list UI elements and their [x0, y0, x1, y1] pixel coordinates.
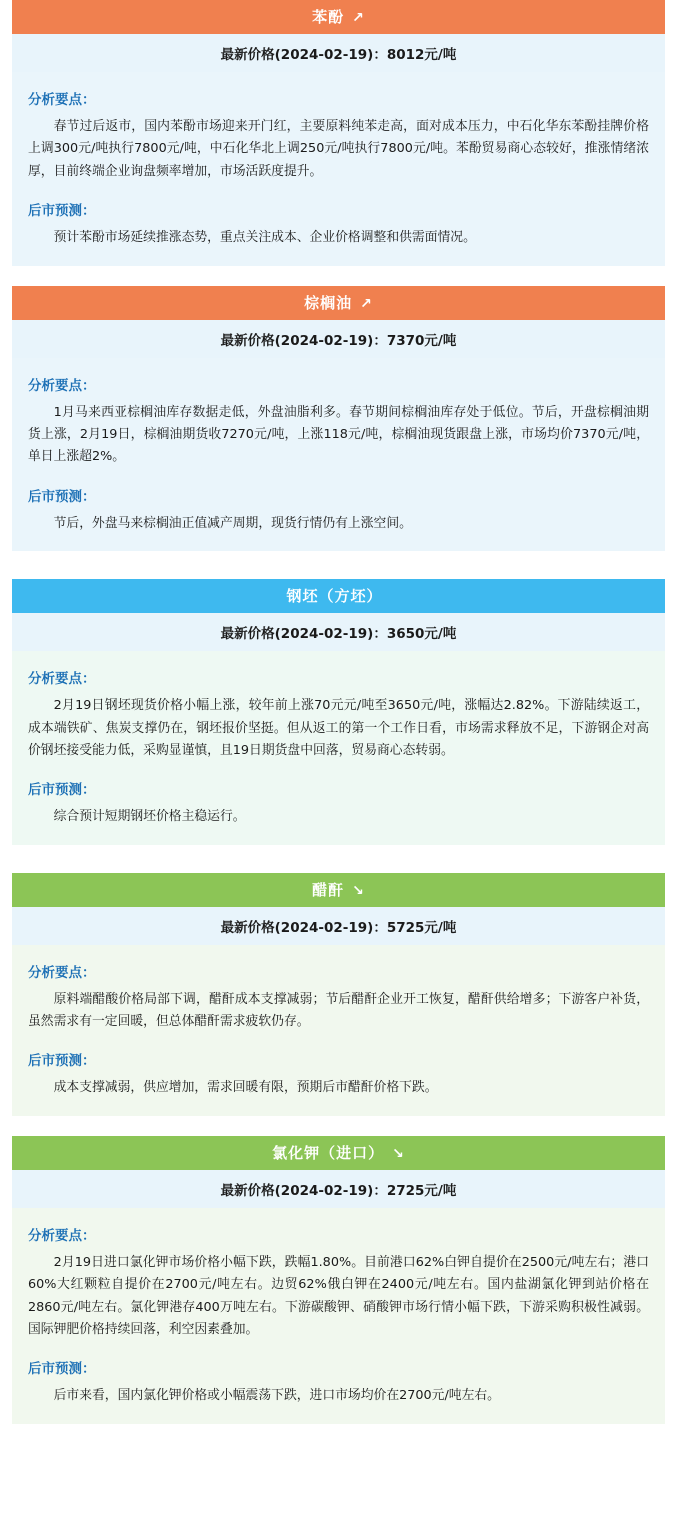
- card-body: [12, 72, 665, 266]
- commodity-title: 醋酐: [312, 880, 345, 899]
- commodity-card: [12, 579, 665, 845]
- analysis-title: 分析要点：: [28, 1227, 96, 1244]
- latest-price: 最新价格(2024-02-19)：7370元/吨: [12, 320, 665, 358]
- analysis-text: 2月19日进口氯化钾市场价格小幅下跌，跌幅1.80%。目前港口62%白钾自提价在2500元/吨左右；港口60%大红颗粒自提价在2700元/吨左右。边贸62%俄白钾在2400元/吨左右。国内盐湖氯化钾到站价格在2860元/吨左右。氯化钾港存400万吨左右。下游碳酸钾、硝酸钾市场行情小幅下跌，下游采购积极性减弱。国际钾肥价格持续回落，利空因素叠加。: [28, 1254, 649, 1338]
- commodity-title: 氯化钾（进口）: [272, 1143, 385, 1162]
- card-header: [12, 1136, 665, 1170]
- commodity-card: [12, 286, 665, 552]
- latest-price: 最新价格(2024-02-19)：8012元/吨: [12, 34, 665, 72]
- analysis-title: 分析要点：: [28, 377, 96, 394]
- forecast-title: 后市预测：: [28, 203, 96, 220]
- analysis-text: 2月19日钢坯现货价格小幅上涨，较年前上涨70元元/吨至3650元/吨，涨幅达2.82%。下游陆续返工，成本端铁矿、焦炭支撑仍在，钢坯报价坚挺。但从返工的第一个工作日看，市场需求释放不足，下游钢企对高价钢坯接受能力低，采购显谨慎，且19日期货盘中回落，贸易商心态转弱。: [28, 698, 649, 758]
- analysis-text: 1月马来西亚棕榈油库存数据走低，外盘油脂利多。春节期间棕榈油库存处于低位。节后，开盘棕榈油期货上涨，2月19日，棕榈油期货收7270元/吨，上涨118元/吨，棕榈油现货跟盘上涨，市场均价7370元/吨，单日上涨超2%。: [28, 404, 649, 465]
- trend-down-icon: ↘: [352, 882, 365, 899]
- commodity-title: 钢坯（方坯）: [286, 587, 383, 606]
- forecast-text: 预计苯酚市场延续推涨态势，重点关注成本、企业价格调整和供需面情况。: [53, 230, 476, 246]
- card-header: [12, 579, 665, 613]
- spacer: [0, 571, 677, 579]
- card-body: [12, 358, 665, 552]
- latest-price: 最新价格(2024-02-19)：2725元/吨: [12, 1170, 665, 1208]
- commodity-card: [12, 873, 665, 1116]
- commodity-card: [12, 1136, 665, 1424]
- trend-up-icon: ↗: [360, 295, 373, 312]
- latest-price: 最新价格(2024-02-19)：3650元/吨: [12, 613, 665, 651]
- analysis-title: 分析要点：: [28, 671, 96, 688]
- forecast-title: 后市预测：: [28, 1361, 96, 1378]
- trend-down-icon: ↘: [392, 1145, 405, 1162]
- card-body: [12, 651, 665, 845]
- analysis-title: 分析要点：: [28, 92, 96, 108]
- forecast-text: 成本支撑减弱，供应增加，需求回暖有限，预期后市醋酐价格下跌。: [53, 1080, 438, 1096]
- latest-price: 最新价格(2024-02-19)：5725元/吨: [12, 907, 665, 945]
- forecast-text: 综合预计短期钢坯价格主稳运行。: [53, 809, 246, 825]
- analysis-text: 原料端醋酸价格局部下调，醋酐成本支撑减弱；节后醋酐企业开工恢复，醋酐供给增多；下游客户补货，虽然需求有一定回暖，但总体醋酐需求疲软仍存。: [28, 991, 649, 1030]
- forecast-title: 后市预测：: [28, 1053, 96, 1070]
- forecast-title: 后市预测：: [28, 782, 96, 799]
- spacer: [0, 865, 677, 873]
- commodity-card: [12, 0, 665, 266]
- card-header: [12, 873, 665, 907]
- card-header: [12, 286, 665, 320]
- analysis-title: 分析要点：: [28, 964, 96, 981]
- commodity-title: 棕榈油: [304, 293, 353, 312]
- forecast-text: 后市来看，国内氯化钾价格或小幅震荡下跌，进口市场均价在2700元/吨左右。: [53, 1388, 500, 1404]
- trend-up-icon: ↗: [352, 10, 365, 26]
- commodity-title: 苯酚: [312, 8, 345, 26]
- forecast-title: 后市预测：: [28, 488, 96, 505]
- card-body: [12, 1208, 665, 1424]
- forecast-text: 节后，外盘马来棕榈油正值减产周期，现货行情仍有上涨空间。: [53, 515, 412, 531]
- card-body: [12, 945, 665, 1116]
- analysis-text: 春节过后返市，国内苯酚市场迎来开门红，主要原料纯苯走高，面对成本压力，中石化华东苯酚挂牌价格上调300元/吨执行7800元/吨，中石化华北上调250元/吨执行7800元/吨。苯酚贸易商心态较好，推涨情绪浓厚，目前终端企业询盘频率增加，市场活跃度提升。: [28, 119, 649, 179]
- card-header: [12, 0, 665, 34]
